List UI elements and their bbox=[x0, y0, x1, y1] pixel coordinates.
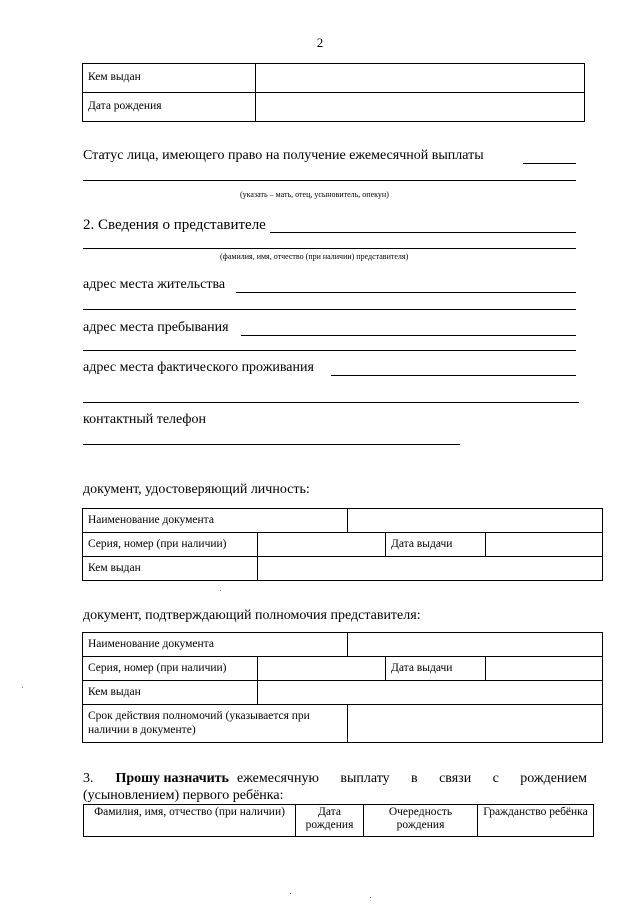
section3-text bbox=[116, 771, 588, 787]
authority-doc-name-label: Наименование документа bbox=[83, 633, 348, 657]
stay-address-field[interactable] bbox=[241, 335, 576, 336]
status-label: Статус лица, имеющего право на получение ежемесячной выплаты bbox=[83, 148, 484, 163]
col-child-name: Фамилия, имя, отчество (при наличии) bbox=[84, 805, 296, 837]
actual-address-field-line2[interactable] bbox=[83, 402, 579, 403]
issued-by-label: Кем выдан bbox=[83, 64, 256, 93]
representative-name-field-line2[interactable] bbox=[83, 248, 576, 249]
section3-rest: ежемесячную выплату в связи с рождением bbox=[236, 771, 587, 786]
section3-number: 3. bbox=[83, 771, 94, 786]
identity-issued-by-label: Кем выдан bbox=[83, 557, 258, 581]
residence-address-field[interactable] bbox=[236, 292, 576, 293]
scan-speck bbox=[22, 687, 23, 688]
section2-title: 2. Сведения о представителе bbox=[83, 217, 266, 233]
birth-date-field[interactable] bbox=[256, 93, 585, 122]
col-child-birth: Дата рождения bbox=[296, 805, 364, 837]
authority-issue-date-field[interactable] bbox=[486, 657, 603, 681]
authority-series-label: Серия, номер (при наличии) bbox=[83, 657, 258, 681]
residence-address-field-line2[interactable] bbox=[83, 309, 576, 310]
representative-hint: (фамилия, имя, отчество (при наличии) представителя) bbox=[220, 252, 409, 261]
birth-date-label: Дата рождения bbox=[83, 93, 256, 122]
col-child-citizenship: Гражданство ребёнка bbox=[478, 805, 594, 837]
stay-address-field-line2[interactable] bbox=[83, 350, 576, 351]
issued-by-field[interactable] bbox=[256, 64, 585, 93]
authority-issue-date-label: Дата выдачи bbox=[386, 657, 486, 681]
identity-doc-table bbox=[82, 508, 603, 581]
contact-phone-label: контактный телефон bbox=[83, 412, 206, 427]
identity-issued-by-field[interactable] bbox=[258, 557, 603, 581]
section3-line1 bbox=[83, 771, 587, 787]
actual-address-label: адрес места фактического проживания bbox=[83, 360, 314, 375]
authority-doc-table bbox=[82, 632, 603, 743]
authority-issued-by-field[interactable] bbox=[258, 681, 603, 705]
authority-validity-label: Срок действия полномочий (указывается при наличии в документе) bbox=[83, 705, 348, 743]
section3-bold-lead: Прошу назначить bbox=[115, 771, 229, 786]
authority-doc-name-field[interactable] bbox=[348, 633, 603, 657]
status-field[interactable] bbox=[523, 163, 576, 164]
authority-series-field[interactable] bbox=[258, 657, 386, 681]
status-field-line2[interactable] bbox=[83, 180, 576, 181]
applicant-details-table bbox=[82, 63, 585, 122]
identity-issue-date-field[interactable] bbox=[486, 533, 603, 557]
children-table bbox=[83, 804, 594, 837]
identity-doc-name-label: Наименование документа bbox=[83, 509, 348, 533]
identity-doc-name-field[interactable] bbox=[348, 509, 603, 533]
col-child-order: Очередность рождения bbox=[364, 805, 478, 837]
section3-line2: (усыновлением) первого ребёнка: bbox=[83, 788, 284, 803]
scan-speck bbox=[220, 590, 221, 591]
actual-address-field[interactable] bbox=[331, 375, 576, 376]
stay-address-label: адрес места пребывания bbox=[83, 320, 229, 335]
scan-speck bbox=[370, 897, 371, 898]
identity-issue-date-label: Дата выдачи bbox=[386, 533, 486, 557]
identity-doc-heading: документ, удостоверяющий личность: bbox=[83, 482, 310, 497]
authority-validity-field[interactable] bbox=[348, 705, 603, 743]
status-hint: (указать – мать, отец, усыновитель, опекун) bbox=[240, 190, 389, 199]
identity-series-field[interactable] bbox=[258, 533, 386, 557]
representative-name-field[interactable] bbox=[270, 232, 576, 233]
authority-doc-heading: документ, подтверждающий полномочия представителя: bbox=[83, 608, 421, 623]
identity-series-label: Серия, номер (при наличии) bbox=[83, 533, 258, 557]
scan-speck bbox=[290, 893, 291, 894]
residence-address-label: адрес места жительства bbox=[83, 277, 226, 292]
contact-phone-field[interactable] bbox=[83, 444, 460, 445]
authority-issued-by-label: Кем выдан bbox=[83, 681, 258, 705]
page-number: 2 bbox=[316, 35, 324, 50]
